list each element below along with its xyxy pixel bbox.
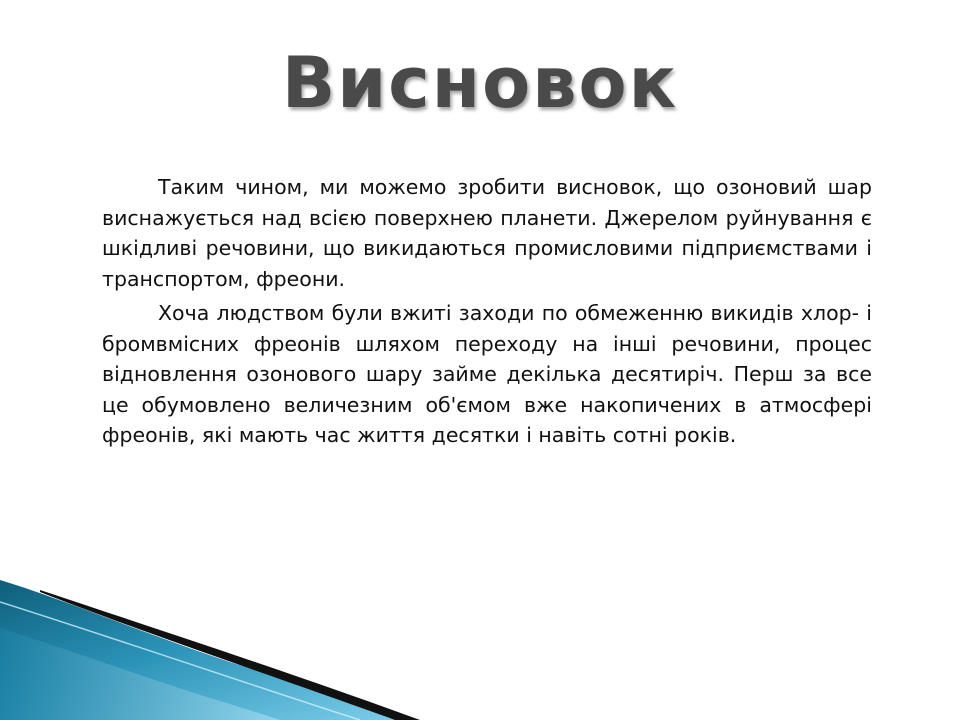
paragraph-1: Таким чином, ми можемо зробити висновок, що озоновий шар виснажується над всією поверхнею планети. Джерелом руйнування є шкідливі речовини, що викидаються промисловими підприємствами і транспортом, фреони.: [102, 175, 872, 291]
slide-title: Висновок: [281, 42, 679, 124]
wave-shape: [0, 580, 420, 720]
wave-highlight: [0, 628, 280, 720]
dark-stripe: [40, 590, 420, 720]
light-line: [0, 602, 360, 720]
bottom-left-wave-decoration: [0, 580, 960, 720]
slide-body: [102, 172, 872, 455]
paragraph-2: Хоча людством були вжиті заходи по обмеженню викидів хлор- і бромвмісних фреонів шляхом переходу на інші речовини, процес відновлення озонового шару займе декілька десятиріч. Перш за все це обумовлено величезним об'ємом вже накопичених в атмосфері фреонів, які мають час життя десятки і навіть сотні років.: [102, 301, 872, 447]
